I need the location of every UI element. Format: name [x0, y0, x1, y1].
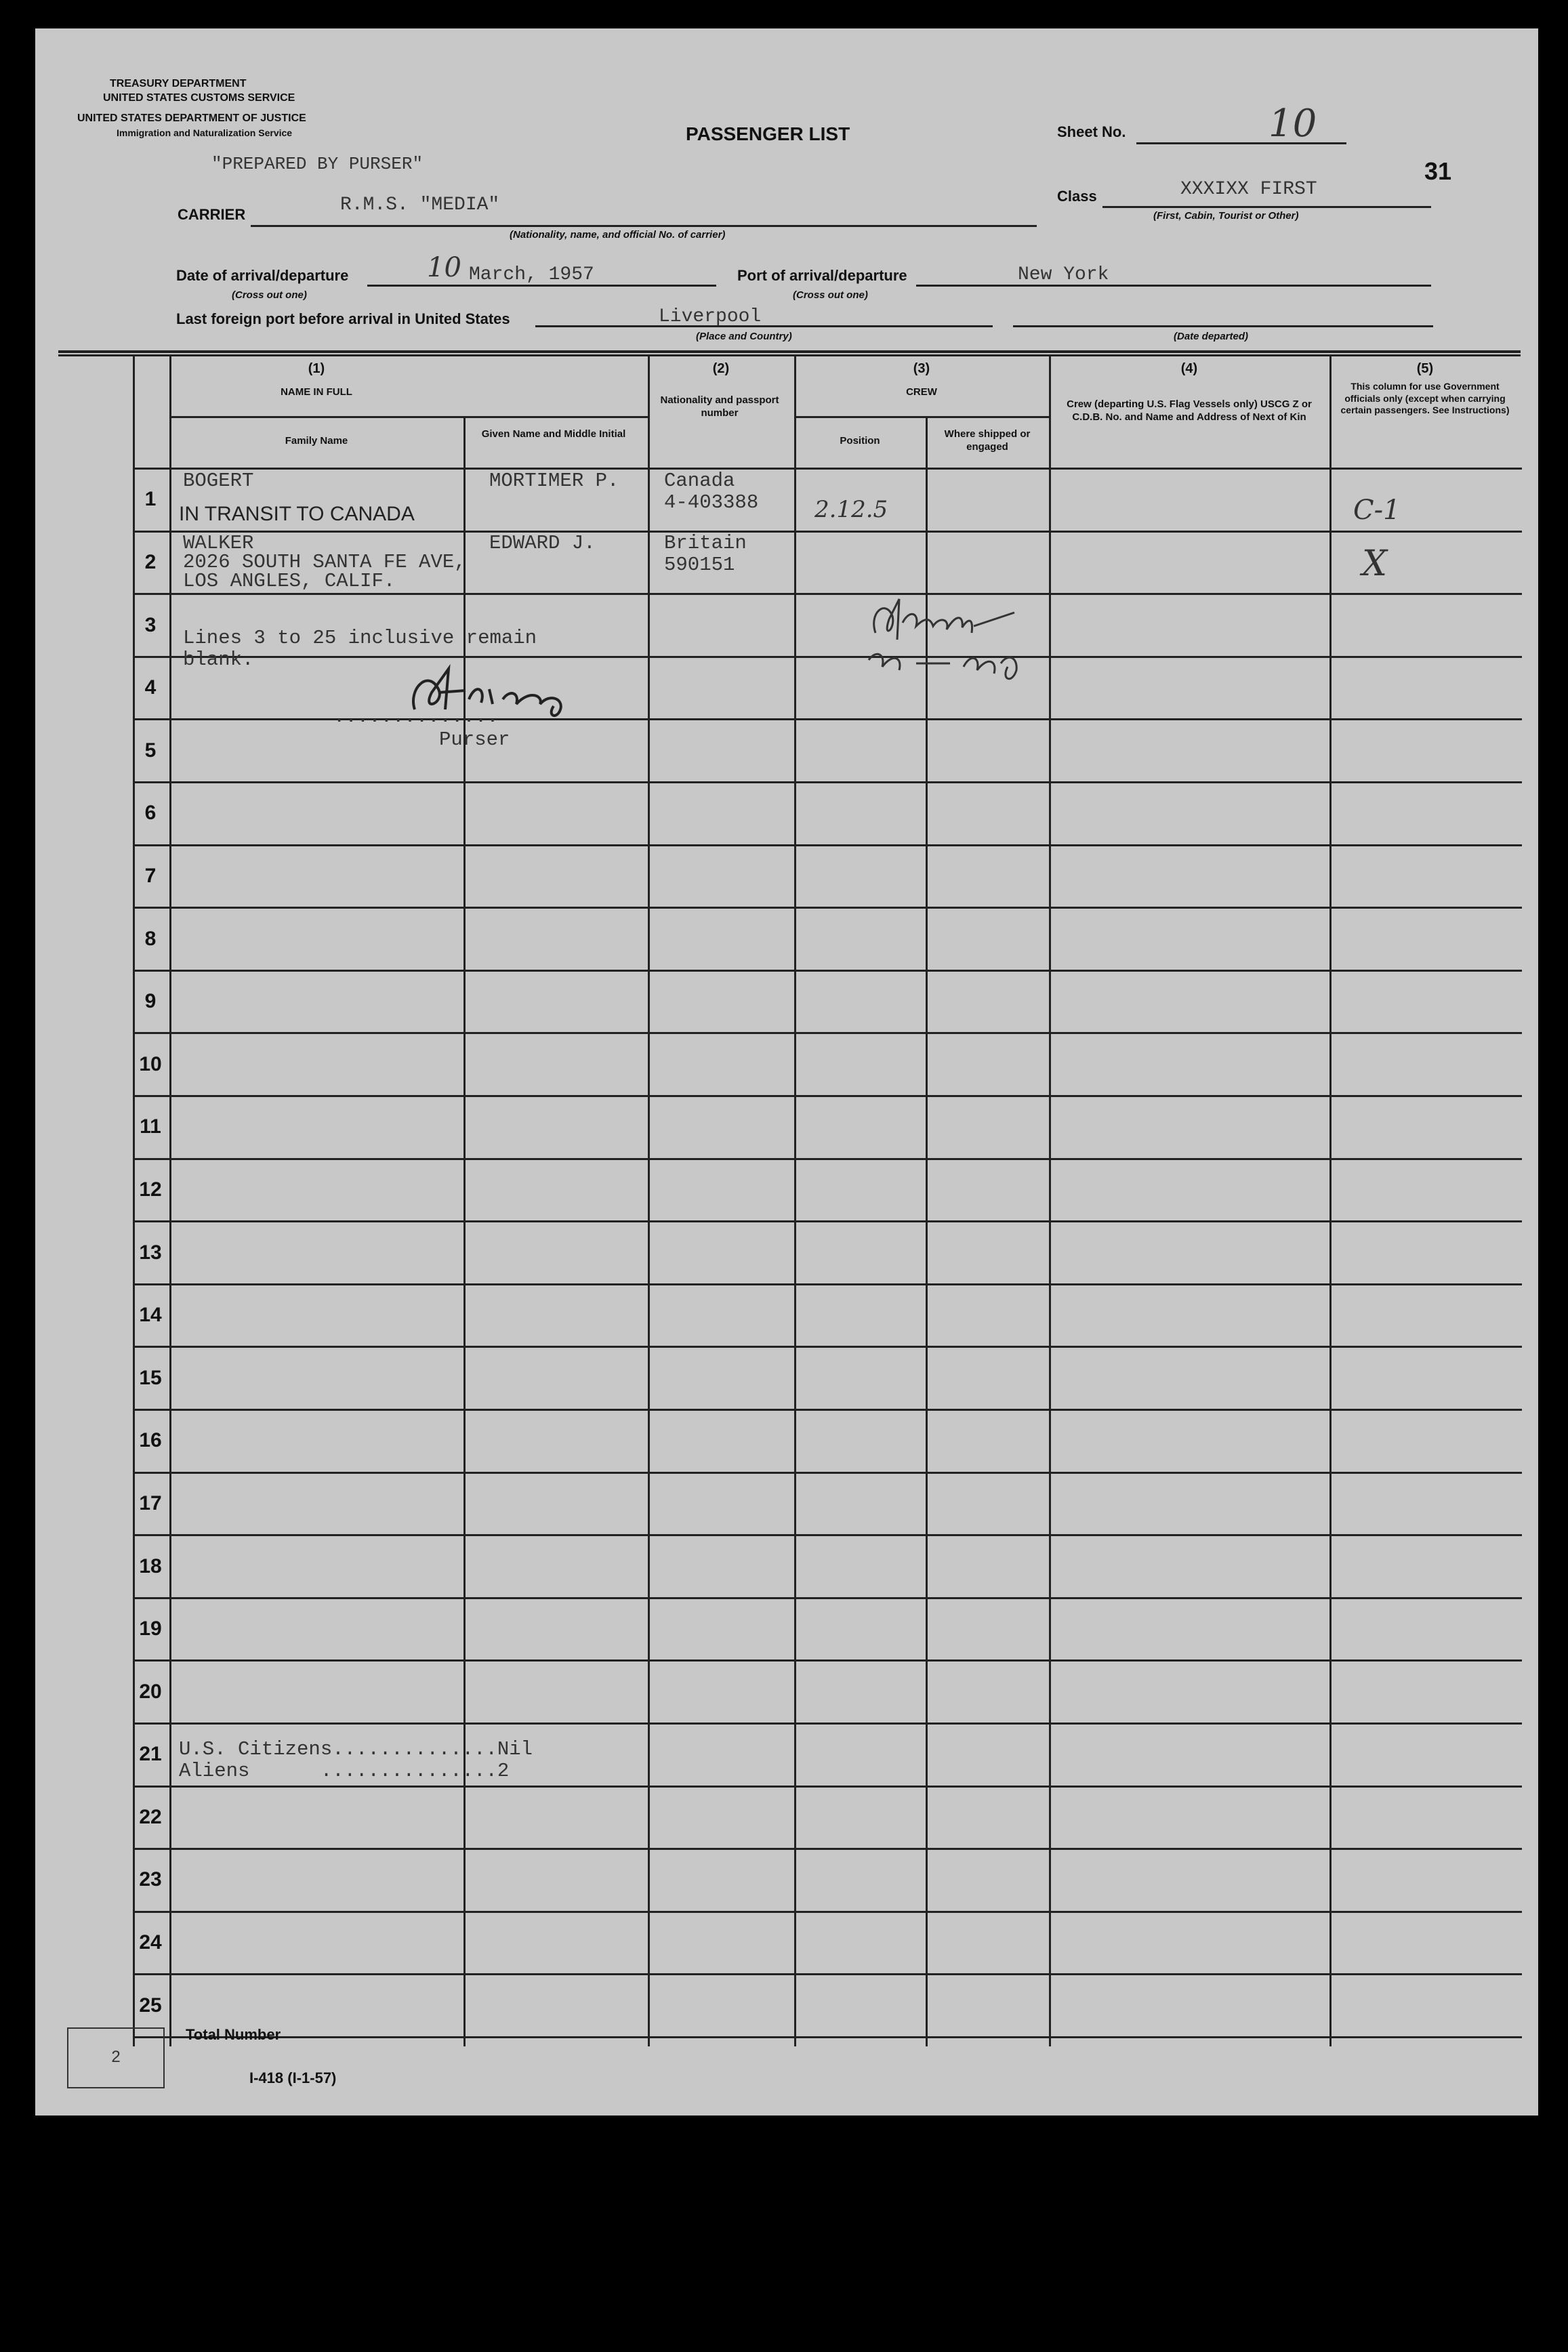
- r1-given: MORTIMER P.: [489, 470, 619, 492]
- r2-gov-mark: X: [1362, 543, 1388, 584]
- row-number: 7: [144, 865, 157, 887]
- row-number: 9: [144, 990, 157, 1012]
- col5-num: (5): [1416, 361, 1434, 376]
- row-rule: [133, 1095, 1522, 1097]
- col4-title: Crew (departing U.S. Flag Vessels only) USCG Z or C.D.B. No. and Name and Address of Next of Kin: [1067, 398, 1312, 423]
- date-departed-underline: [1013, 325, 1433, 327]
- col-line-nationality: [648, 355, 650, 2046]
- table-top-rule: [58, 350, 1521, 353]
- row-number: 12: [139, 1178, 162, 1201]
- row-rule: [133, 1973, 1522, 1975]
- row-rule: [133, 2036, 1522, 2038]
- table-top-rule-2: [58, 354, 1521, 356]
- class-note: (First, Cabin, Tourist or Other): [1153, 210, 1299, 222]
- row-rule: [133, 1659, 1522, 1662]
- us-citizens-count: U.S. Citizens..............Nil: [179, 1738, 533, 1760]
- row-rule: [133, 1848, 1522, 1850]
- row-number: 2: [144, 551, 157, 573]
- row-number: 21: [139, 1743, 162, 1765]
- col5-title: This column for use Government officials only (except when carrying certain passengers. See Instructions): [1340, 381, 1510, 415]
- class-label: Class: [1057, 188, 1097, 205]
- row-number: 14: [139, 1304, 162, 1326]
- row-rule: [133, 1409, 1522, 1411]
- row-number: 11: [140, 1115, 161, 1138]
- position-header: Position: [840, 435, 880, 447]
- row-rule: [133, 531, 1522, 533]
- col-line-position: [794, 355, 796, 2046]
- total-label: Total Number: [186, 2026, 281, 2043]
- port-note: (Cross out one): [793, 289, 868, 301]
- row-rule: [133, 593, 1522, 595]
- row-rule: [133, 1911, 1522, 1913]
- col-line-num: [133, 355, 135, 2046]
- class-underline: [1102, 206, 1431, 208]
- date-label: Date of arrival/departure: [176, 267, 349, 284]
- r2-family: WALKER: [183, 532, 254, 554]
- ins-label: Immigration and Naturalization Service: [117, 127, 293, 138]
- row-number: 3: [144, 614, 157, 636]
- last-port-value: Liverpool: [659, 306, 762, 327]
- row-number: 1: [144, 488, 157, 510]
- r2-nationality: Britain: [664, 532, 747, 554]
- last-port-label: Last foreign port before arrival in United States: [176, 310, 510, 327]
- r2-address-line1: 2026 SOUTH SANTA FE AVE,: [183, 551, 466, 573]
- r2-address-line2: LOS ANGLES, CALIF.: [183, 570, 396, 592]
- date-day: 10: [427, 252, 461, 283]
- carrier-value: R.M.S. "MEDIA": [340, 194, 500, 215]
- corner-number: 31: [1424, 157, 1452, 185]
- row-number: 25: [139, 1994, 162, 2017]
- sheet-number: 10: [1268, 102, 1317, 146]
- row-rule: [133, 1597, 1522, 1599]
- row-number: 23: [139, 1868, 162, 1891]
- col3-title: CREW: [906, 386, 937, 398]
- given-header: Given Name and Middle Initial: [481, 428, 626, 440]
- row-rule: [133, 1722, 1522, 1725]
- prepared-by-purser: "PREPARED BY PURSER": [211, 154, 424, 174]
- col3-num: (3): [913, 361, 930, 376]
- sheet-label: Sheet No.: [1057, 123, 1126, 140]
- row-number: 4: [144, 676, 157, 699]
- row-rule: [133, 1786, 1522, 1788]
- row-rule: [133, 1220, 1522, 1222]
- row-number: 22: [139, 1806, 162, 1828]
- form-title: PASSENGER LIST: [686, 123, 850, 144]
- row-number: 5: [144, 739, 157, 762]
- row-number: 17: [139, 1492, 162, 1514]
- last-port-underline: [535, 325, 993, 327]
- where-header: Where shipped or engaged: [944, 428, 1031, 453]
- row-rule: [133, 656, 1522, 658]
- total-box: [67, 2027, 165, 2088]
- treasury-label: TREASURY DEPARTMENT: [110, 78, 247, 89]
- col-line-given: [463, 416, 466, 2046]
- row-rule: [133, 1534, 1522, 1536]
- date-value: March, 1957: [469, 264, 594, 285]
- carrier-underline: [251, 225, 1037, 227]
- row-rule: [133, 1472, 1522, 1474]
- row-rule: [133, 844, 1522, 846]
- total-value: 2: [111, 2048, 121, 2066]
- r1-passport: 4-403388: [664, 491, 759, 514]
- header-bottom-rule: [133, 468, 1522, 470]
- row-number: 24: [139, 1931, 162, 1954]
- form-number: I-418 (I-1-57): [249, 2069, 337, 2086]
- inspector-signature: [855, 585, 1099, 701]
- last-port-note: (Place and Country): [696, 331, 792, 342]
- row-rule: [133, 970, 1522, 972]
- port-label: Port of arrival/departure: [737, 267, 907, 284]
- col-line-family: [169, 355, 171, 2046]
- row-rule: [133, 907, 1522, 909]
- row-number: 8: [144, 928, 157, 950]
- row-number: 19: [139, 1617, 162, 1640]
- blank-lines-note: Lines 3 to 25 inclusive remain: [183, 627, 537, 649]
- r1-gov-mark: C-1: [1353, 495, 1401, 526]
- r1-family: BOGERT: [183, 470, 254, 492]
- row-number: 16: [139, 1429, 162, 1451]
- passenger-list-form: [35, 28, 1538, 2116]
- row-number: 15: [139, 1367, 162, 1389]
- row-rule: [133, 1346, 1522, 1348]
- customs-label: UNITED STATES CUSTOMS SERVICE: [103, 92, 295, 104]
- date-note: (Cross out one): [232, 289, 307, 301]
- aliens-count: Aliens ...............2: [179, 1760, 510, 1782]
- name-sub-rule: [169, 416, 648, 418]
- row-rule: [133, 1032, 1522, 1034]
- port-value: New York: [1018, 264, 1109, 285]
- col2-num: (2): [712, 361, 730, 376]
- crew-sub-rule: [794, 416, 1049, 418]
- purser-signature: [401, 662, 604, 726]
- r2-given: EDWARD J.: [489, 532, 596, 554]
- purser-label: Purser: [439, 728, 510, 751]
- col1-num: (1): [308, 361, 325, 376]
- row-number: 10: [139, 1053, 162, 1075]
- purser-dots: ..............: [333, 705, 499, 728]
- family-header: Family Name: [285, 435, 348, 447]
- class-value: XXXIXX FIRST: [1180, 179, 1317, 200]
- col1-title: NAME IN FULL: [281, 386, 352, 398]
- port-underline: [916, 285, 1431, 287]
- row-number: 6: [144, 802, 157, 824]
- blank-lines-note-2: blank.: [183, 648, 254, 671]
- carrier-label: CARRIER: [178, 206, 246, 223]
- r1-nationality: Canada: [664, 470, 735, 492]
- col2-title: Nationality and passport number: [660, 394, 779, 419]
- r1-hand-note: 2.12.5: [814, 496, 888, 523]
- col4-num: (4): [1180, 361, 1198, 376]
- row-rule: [133, 1158, 1522, 1160]
- row-number: 18: [139, 1555, 162, 1577]
- row-number: 20: [139, 1680, 162, 1703]
- row-rule: [133, 1283, 1522, 1285]
- row-number: 13: [139, 1241, 162, 1264]
- col-line-gov: [1329, 355, 1332, 2046]
- date-departed-note: (Date departed): [1174, 331, 1249, 342]
- justice-label: UNITED STATES DEPARTMENT OF JUSTICE: [77, 112, 306, 124]
- row-rule: [133, 781, 1522, 783]
- r1-transit: IN TRANSIT TO CANADA: [179, 503, 415, 525]
- r2-passport: 590151: [664, 554, 735, 576]
- carrier-note: (Nationality, name, and official No. of carrier): [510, 229, 726, 241]
